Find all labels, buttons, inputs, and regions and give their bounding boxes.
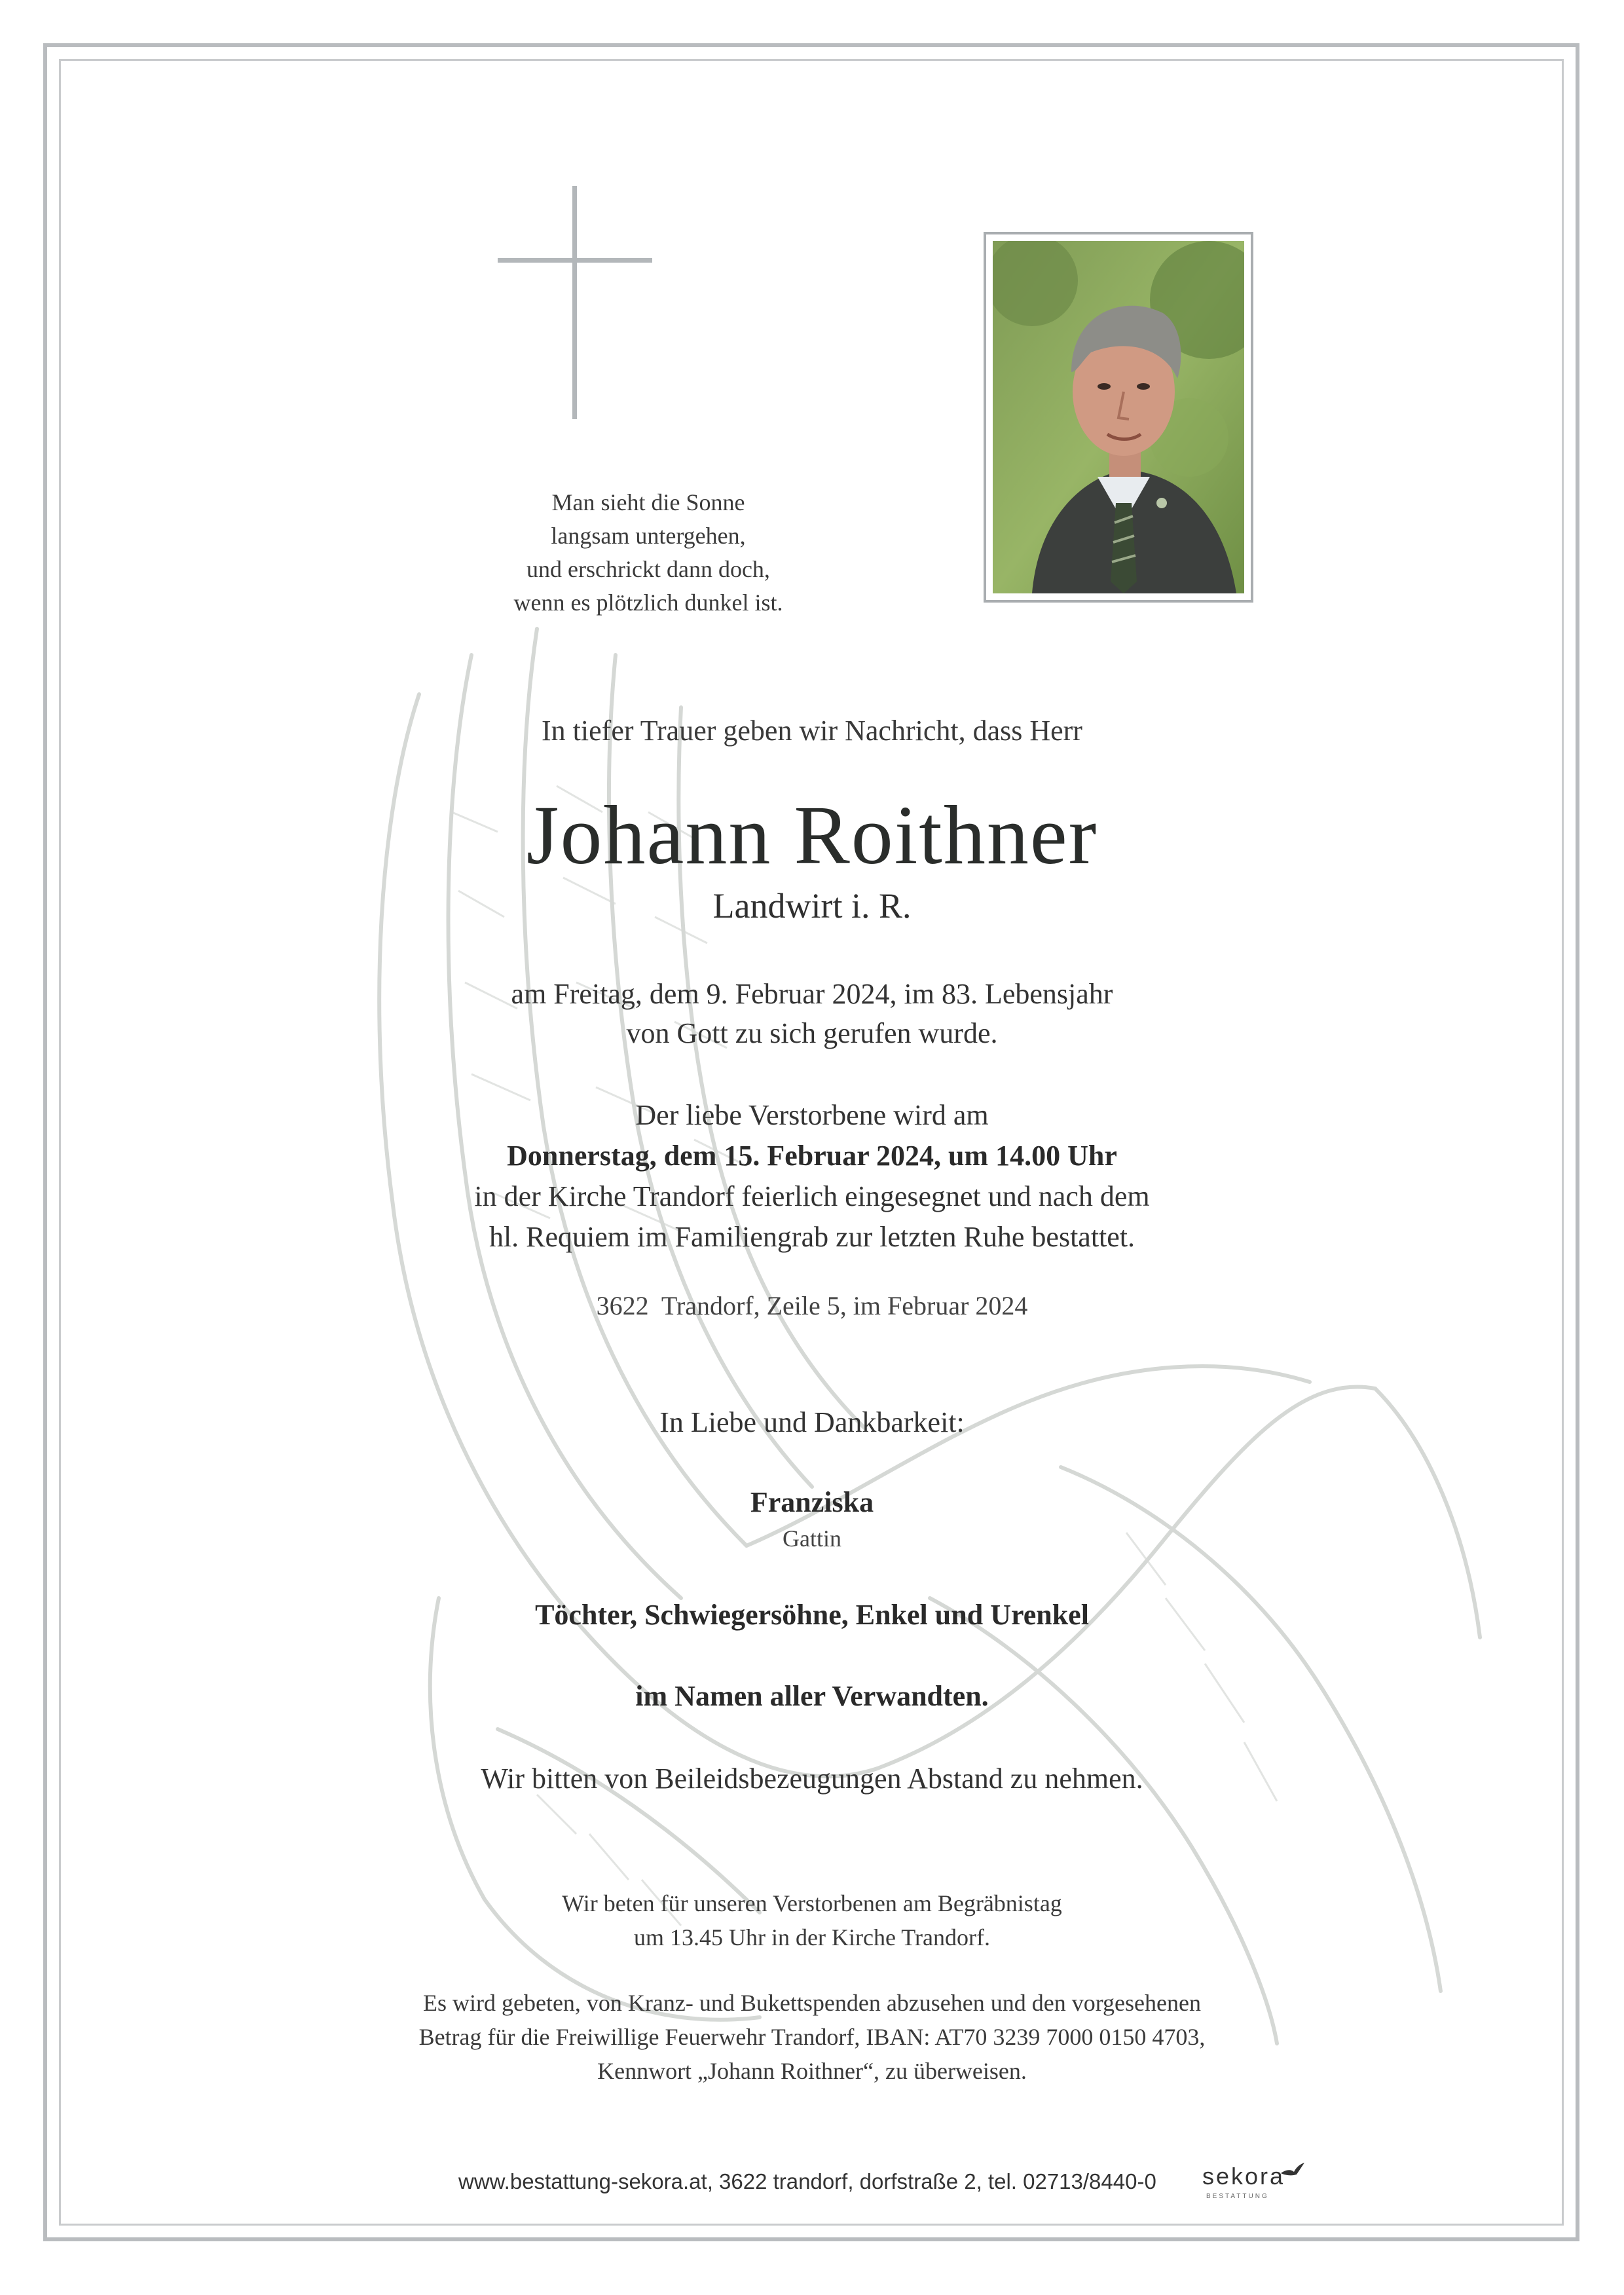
deceased-name: Johann Roithner: [526, 789, 1098, 882]
relatives: im Namen aller Verwandten.: [635, 1680, 989, 1712]
death-line: von Gott zu sich gerufen wurde.: [626, 1017, 998, 1049]
sekora-logo: [1202, 2160, 1307, 2206]
portrait-photo: [984, 232, 1253, 603]
death-notice: [157, 975, 1467, 1053]
condolence-request: Wir bitten von Beileidsbezeugungen Abstand zu nehmen.: [481, 1763, 1143, 1795]
donation-line: Kennwort „Johann Roithner“, zu überweisen.: [597, 2058, 1027, 2084]
intro-text: In tiefer Trauer geben wir Nachricht, dass Herr: [542, 715, 1082, 747]
prayer-line: um 13.45 Uhr in der Kirche Trandorf.: [634, 1924, 990, 1950]
funeral-intro: Der liebe Verstorbene wird am: [635, 1099, 989, 1131]
place-date: 3622 Trandorf, Zeile 5, im Februar 2024: [596, 1291, 1028, 1320]
family-members: Töchter, Schwiegersöhne, Enkel und Urenkel: [535, 1599, 1089, 1631]
logo-subtitle: BESTATTUNG: [1206, 2193, 1269, 2200]
donation-line: Es wird gebeten, von Kranz- und Bukettspenden abzusehen und den vorgesehenen: [423, 1990, 1201, 2016]
wife-name: Franziska: [750, 1486, 874, 1518]
funeral-date: Donnerstag, dem 15. Februar 2024, um 14.00 Uhr: [507, 1140, 1117, 1172]
footer-contact: www.bestattung-sekora.at, 3622 trandorf, dorfstraße 2, tel. 02713/8440-0: [458, 2169, 1156, 2193]
funeral-line: hl. Requiem im Familiengrab zur letzten Ruhe bestattet.: [489, 1221, 1135, 1253]
prayer-line: Wir beten für unseren Verstorbenen am Begräbnistag: [562, 1890, 1062, 1916]
quote-line: und erschrickt dann doch,: [526, 556, 770, 582]
funeral-details: [157, 1095, 1467, 1258]
wife-role: Gattin: [783, 1525, 841, 1552]
quote-line: langsam untergehen,: [551, 523, 746, 549]
deceased-title: Landwirt i. R.: [712, 886, 912, 925]
memorial-quote: [367, 486, 930, 620]
bird-icon: [1280, 2160, 1306, 2180]
cross-icon: [498, 186, 652, 419]
donation-notice: [157, 1986, 1467, 2088]
portrait-image: [993, 241, 1244, 593]
logo-word: sekora: [1202, 2163, 1285, 2190]
quote-line: Man sieht die Sonne: [551, 489, 745, 515]
prayer-notice: [157, 1886, 1467, 1954]
quote-line: wenn es plötzlich dunkel ist.: [513, 589, 783, 616]
mourners-heading: In Liebe und Dankbarkeit:: [659, 1406, 965, 1438]
death-line: am Freitag, dem 9. Februar 2024, im 83. Lebensjahr: [511, 978, 1113, 1010]
donation-line: Betrag für die Freiwillige Feuerwehr Trandorf, IBAN: AT70 3239 7000 0150 4703,: [418, 2024, 1206, 2050]
funeral-line: in der Kirche Trandorf feierlich eingesegnet und nach dem: [474, 1180, 1150, 1212]
